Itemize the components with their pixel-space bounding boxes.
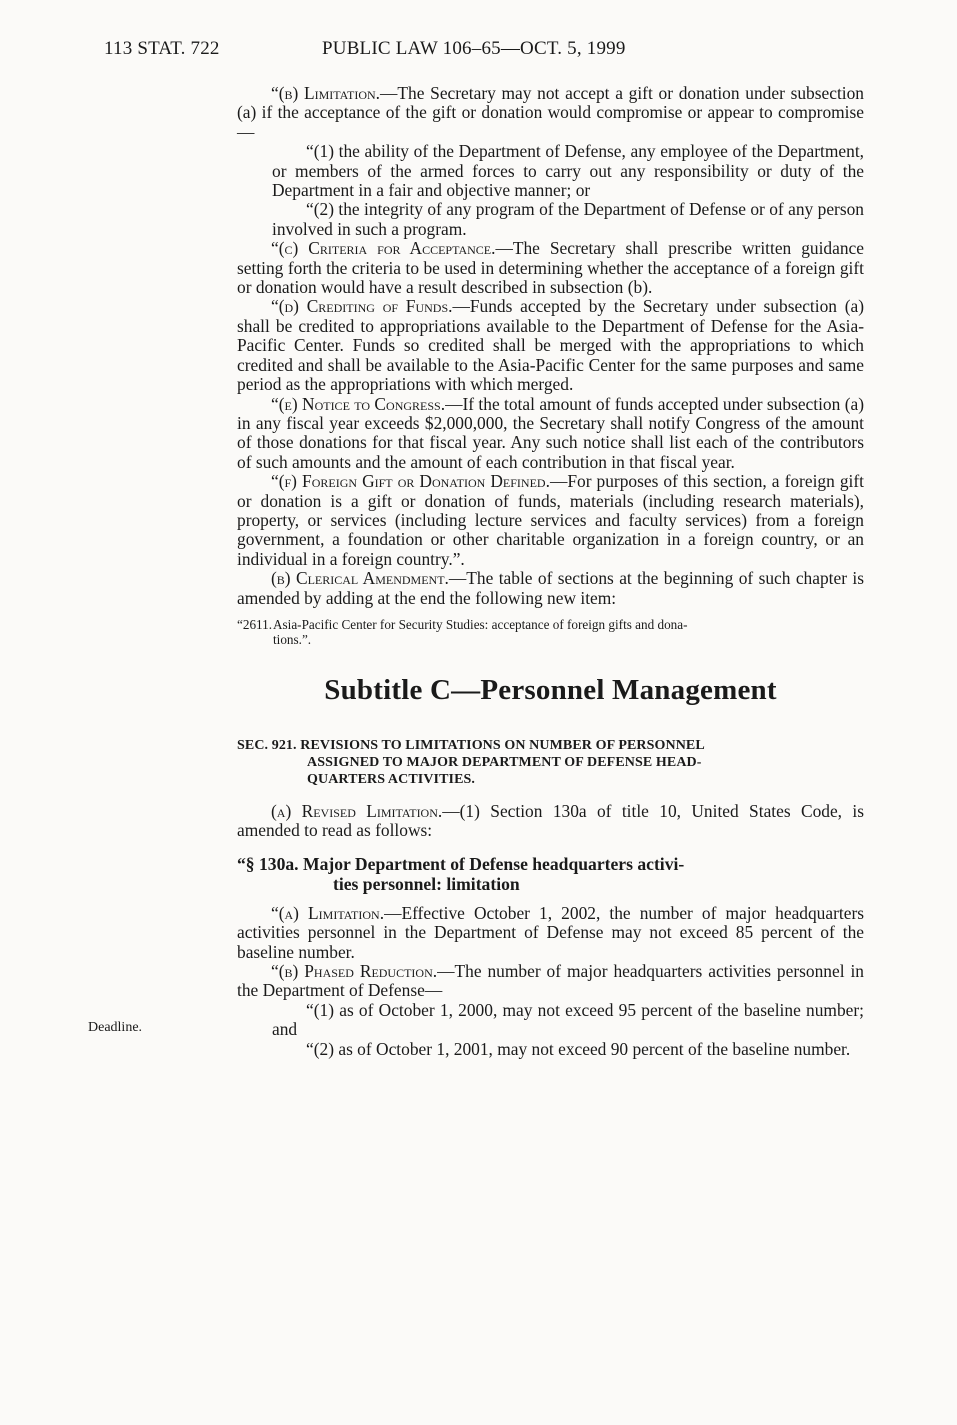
section-title: Asia-Pacific Center for Security Studies: acceptance of foreign gifts and dona- (273, 616, 688, 632)
subsection-text: —Effective October 1, 2002, the number of major headquarters activities personnel in the Department of Defense may not exceed 85 percent of the baseline number. (237, 902, 864, 962)
paragraph-text: “(2) as of October 1, 2001, may not exceed 90 percent of the baseline number. (306, 1038, 851, 1059)
section-title-continued: tions.”. (273, 631, 312, 647)
main-text-column (237, 84, 864, 1059)
subsection-f-definition (237, 472, 864, 569)
subsection-heading: “(b) Phased Reduction. (271, 961, 438, 981)
subsection-text: —The table of sections at the beginning of such chapter is amended by adding at the end the following new item: (237, 568, 864, 608)
section-number: “2611. (237, 616, 273, 632)
paragraph-text: “(2) the integrity of any program of the Department of Defense or of any person involved in such a program. (272, 199, 864, 239)
stat-page-number: 113 STAT. 722 (104, 38, 220, 59)
paragraph-phased-1 (237, 1001, 864, 1040)
section-heading-line: ties personnel: limitation (333, 873, 520, 894)
public-law-citation: PUBLIC LAW 106–65—OCT. 5, 1999 (322, 38, 626, 59)
subsection-c-criteria (237, 239, 864, 297)
subsection-e-notice (237, 395, 864, 473)
subsection-heading: “(e) Notice to Congress. (271, 393, 446, 414)
section-130a-heading (237, 854, 864, 894)
clerical-amendment (237, 569, 864, 608)
paragraph-phased-2 (237, 1040, 864, 1059)
subsection-heading: “(c) Criteria for Acceptance. (271, 238, 496, 259)
subsection-heading: (a) Revised Limitation. (271, 800, 443, 821)
section-921-heading (237, 737, 864, 788)
subsection-text: —The Secretary shall prescribe written guidance setting forth the criteria to be used in determining whether the acceptance of a foreign gift or donation would have a result described in subsection (b). (237, 238, 864, 298)
subsection-text: —If the total amount of funds accepted under subsection (a) in any fiscal year exceeds $2,000,000, the Secretary shall notify Congress of the amount of those donations for that fiscal year. Any such notice shall list each of the contributors of such amounts and the amount of each contribution in that fiscal year. (237, 393, 865, 472)
paragraph-b1 (237, 142, 864, 200)
margin-note-deadline: Deadline. (88, 1020, 143, 1035)
subsection-heading: (b) Clerical Amendment. (271, 568, 449, 589)
subsection-heading: “(f) Foreign Gift or Donation Defined. (271, 471, 550, 492)
table-of-sections-item (237, 617, 864, 647)
section-heading-line: “§ 130a. Major Department of Defense headquarters activi- (237, 853, 685, 874)
subsection-a-limitation (237, 904, 864, 962)
subsection-text: —For purposes of this section, a foreign gift or donation is a gift or donation of funds, materials (including research materials), property, or services (including lecture services and faculty services) from a foreign government, a foundation or other charitable organization in a foreign country, or an individual in a foreign country.”. (237, 471, 864, 569)
subsection-b-phased-reduction (237, 962, 864, 1001)
subsection-heading: “(a) Limitation. (271, 902, 385, 923)
paragraph-text: “(1) as of October 1, 2000, may not exceed 95 percent of the baseline number; and (272, 999, 864, 1040)
subsection-d-crediting (237, 297, 864, 394)
subsection-text: —The Secretary may not accept a gift or donation under subsection (a) if the acceptance of the gift or donation would compromise or appear to compromise— (237, 83, 864, 142)
subsection-heading: “(b) Limitation. (271, 83, 381, 103)
subsection-text: —The number of major headquarters activities personnel in the Department of Defense— (237, 961, 864, 1001)
section-heading-line: QUARTERS ACTIVITIES. (307, 771, 476, 787)
subsection-b-limitation (237, 84, 864, 142)
subsection-text: —Funds accepted by the Secretary under subsection (a) shall be credited to appropriations available to the Department of Defense for the Asia-Pacific Center. Funds so credited shall be merged with the appropriations to which credited and shall be available to the Asia-Pacific Center for the same purposes and same period as the appropriations with which merged. (237, 296, 865, 395)
section-heading-line: SEC. 921. REVISIONS TO LIMITATIONS ON NUMBER OF PERSONNEL (237, 737, 705, 753)
section-heading-line: ASSIGNED TO MAJOR DEPARTMENT OF DEFENSE HEAD- (307, 754, 702, 770)
subsection-heading: “(d) Crediting of Funds. (271, 296, 453, 317)
paragraph-text: “(1) the ability of the Department of Defense, any employee of the Department, or members of the armed forces to carry out any responsibility or duty of the Department in a fair and objective manner; or (272, 141, 864, 201)
revised-limitation (237, 802, 864, 841)
paragraph-b2 (237, 200, 864, 239)
subsection-text: —(1) Section 130a of title 10, United States Code, is amended to read as follows: (237, 800, 864, 841)
subtitle-heading: Subtitle C—Personnel Management (324, 673, 777, 706)
